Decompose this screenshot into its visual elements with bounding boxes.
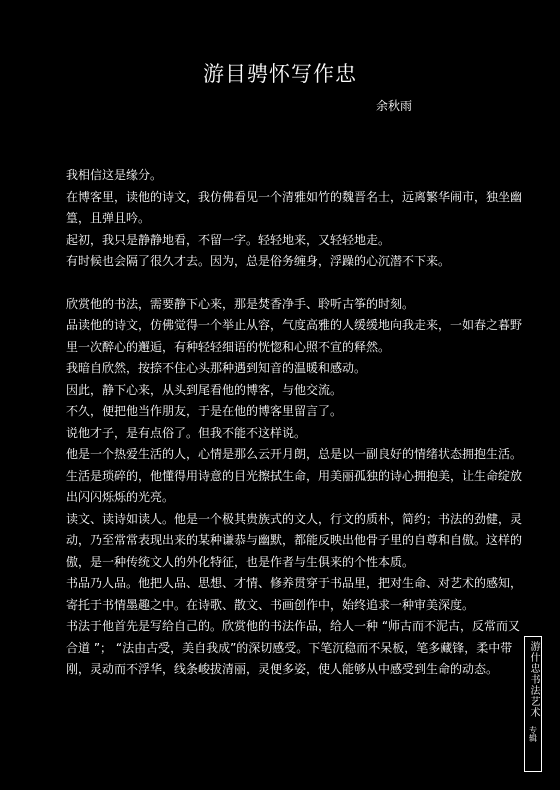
paragraph: 不久，便把他当作朋友，于是在他的博客里留言了。 — [66, 404, 343, 418]
article-body — [66, 165, 524, 681]
paragraph: 生活是琐碎的，他懂得用诗意的目光擦拭生命，用美丽孤独的诗心拥抱美，让生命绽放出闪闪烁烁的光亮。 — [66, 468, 523, 504]
paragraph: 读文、读诗如读人。他是一个极其贵族式的文人，行文的质朴，简约；书法的劲健，灵动，乃至常常表现出来的某种谦恭与幽默，都能反映出他骨子里的自尊和自傲。这样的傲，是一种传统文人的外化特征，也是作者与生俱来的个性本质。 — [66, 511, 523, 569]
paragraph-spacer — [66, 273, 524, 294]
paragraph: 欣赏他的书法，需要静下心来，那是焚香净手、聆听古筝的时刻。 — [66, 296, 415, 311]
paragraph: 书品乃人品。他把人品、思想、才情、修养贯穿于书品里，把对生命、对艺术的感知，寄托于书情墨趣之中。在诗歌、散文、书画创作中，始终追求一种审美深度。 — [66, 576, 523, 612]
paragraph: 有时候也会隔了很久才去。因为，总是俗务缠身，浮躁的心沉潜不下来。 — [66, 254, 451, 268]
paragraph: 说他才子，是有点俗了。但我不能不这样说。 — [66, 425, 307, 440]
seal-subtext: 专辑 — [528, 726, 538, 742]
paragraph: 起初，我只是静静地看，不留一字。轻轻地来，又轻轻地走。 — [66, 232, 391, 247]
paragraph: 书法于他首先是写给自己的。欣赏他的书法作品，给人一种 “师古而不泥古，反常而又合道 ”； “法由古受，美自我成”的深切感受。下笔沉稳而不呆板，笔多藏锋，柔中带刚，灵动而不浮华，线条峻拔清丽，灵便多姿，使人能够从中感受到生命的动态。 — [66, 619, 521, 676]
paragraph: 在博客里，读他的诗文，我仿佛看见一个清雅如竹的魏晋名士，远离繁华闹市，独坐幽篁，且弹且吟。 — [66, 189, 523, 225]
page-title: 游目骋怀写作忠 — [203, 62, 357, 86]
seal-stamp — [524, 636, 542, 772]
paragraph: 我暗自欣然，按捺不住心头那种遇到知音的温暖和感动。 — [66, 361, 367, 375]
paragraph: 他是一个热爱生活的人，心情是那么云开月朗，总是以一副良好的情绪状态拥抱生活。 — [66, 447, 523, 461]
paragraph: 我相信这是缘分。 — [66, 168, 163, 182]
author-name: 余秋雨 — [376, 99, 413, 113]
seal-text: 游什忠书法艺术 — [528, 641, 539, 718]
paragraph: 品读他的诗文，仿佛觉得一个举止从容，气度高雅的人缓缓地向我走来，一如春之暮野里一次醉心的邂逅，有种轻轻细语的恍惚和心照不宣的释然。 — [66, 318, 523, 354]
paragraph: 因此，静下心来，从头到尾看他的博客，与他交流。 — [66, 382, 343, 397]
